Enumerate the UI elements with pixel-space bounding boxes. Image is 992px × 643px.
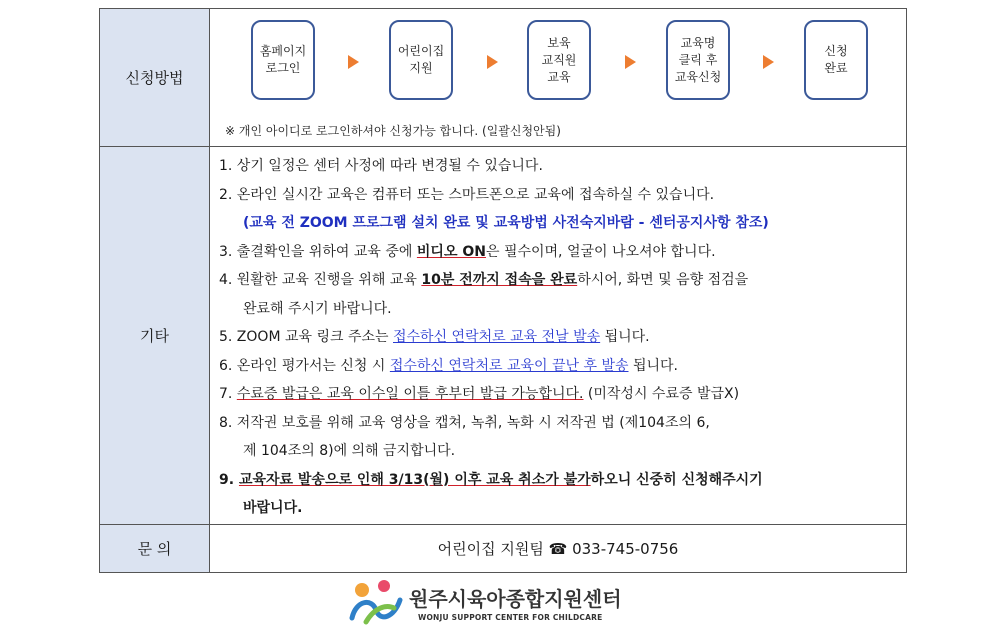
notice-list <box>211 148 905 523</box>
notice-text: 하시어, 화면 및 음향 점검을 <box>577 272 749 289</box>
etc-row <box>100 147 907 525</box>
step-box-apply: 교육명 클릭 후 교육신청 <box>666 20 730 100</box>
notice-text: (미작성시 수료증 발급X) <box>583 386 740 403</box>
arrow-right-icon <box>625 55 636 69</box>
arrow-right-icon <box>348 55 359 69</box>
notice-item-1: 1. 상기 일정은 센터 사정에 따라 변경될 수 있습니다. <box>219 158 543 175</box>
logo-subtitle: WONJU SUPPORT CENTER FOR CHILDCARE <box>418 613 603 622</box>
notice-emphasis: 10분 전까지 접속을 완료 <box>421 272 578 289</box>
step-box-login: 홈페이지 로그인 <box>251 20 315 100</box>
contact-text: 어린이집 지원팀 ☎ 033-745-0756 <box>210 525 907 573</box>
notice-text: 됩니다. <box>628 357 678 374</box>
notice-emphasis: 수료증 발급은 교육 이수일 이틀 후부터 발급 가능합니다. <box>236 386 584 403</box>
contact-label: 문 의 <box>100 525 210 573</box>
step-box-daycare: 어린이집 지원 <box>389 20 453 100</box>
notice-text: 4. 원활한 교육 진행을 위해 교육 <box>219 272 422 289</box>
step-box-complete: 신청 완료 <box>804 20 868 100</box>
notice-item-4 <box>219 266 905 295</box>
notice-item-2: 2. 온라인 실시간 교육은 컴퓨터 또는 스마트폰으로 교육에 접속하실 수 있습니다. <box>219 186 715 203</box>
center-logo <box>346 578 626 628</box>
etc-cell <box>210 147 907 525</box>
notice-emphasis: 비디오 ON <box>416 243 486 260</box>
logo-title: 원주시육아종합지원센터 <box>409 587 622 611</box>
contact-row <box>100 525 907 573</box>
logo-mark-icon <box>346 578 408 626</box>
notice-item-8-cont: 제 104조의 8)에 의해 금지합니다. <box>243 443 456 460</box>
notice-text: 5. ZOOM 교육 링크 주소는 <box>219 329 393 346</box>
etc-label: 기타 <box>100 147 210 525</box>
notice-item-7 <box>219 380 905 409</box>
notice-text: 6. 온라인 평가서는 신청 시 <box>219 357 390 374</box>
notice-item-8: 8. 저작권 보호를 위해 교육 영상을 캡쳐, 녹취, 녹화 시 저작권 법 (제104조의 6, <box>219 414 710 431</box>
login-note: ※ 개인 아이디로 로그인하셔야 신청가능 합니다. (일괄신청안됨) <box>225 124 561 138</box>
method-row <box>100 9 907 147</box>
notice-item-6 <box>219 352 905 381</box>
method-cell <box>210 9 907 147</box>
notice-item-2-detail: (교육 전 ZOOM 프로그램 설치 완료 및 교육방법 사전숙지바람 - 센터공지사항 참조) <box>243 215 769 232</box>
notice-item-5 <box>219 323 905 352</box>
notice-emphasis: 교육자료 발송으로 인해 3/13(월) 이후 교육 취소가 불가 <box>238 471 591 488</box>
arrow-right-icon <box>487 55 498 69</box>
notice-link-text: 접수하신 연락처로 교육이 끝난 후 발송 <box>389 357 629 374</box>
notice-item-3 <box>219 238 905 267</box>
notice-text: 9. <box>219 471 239 488</box>
notice-text: 3. 출결확인을 위하여 교육 중에 <box>219 243 417 260</box>
notice-text: 은 필수이며, 얼굴이 나오셔야 합니다. <box>485 243 716 260</box>
arrow-right-icon <box>763 55 774 69</box>
notice-item-4-cont: 완료해 주시기 바랍니다. <box>243 300 392 317</box>
notice-item-9-cont: 바랍니다. <box>243 500 303 517</box>
notice-text: 하오니 신중히 신청해주시기 <box>590 471 763 488</box>
notice-text: 됩니다. <box>600 329 650 346</box>
notice-link-text: 접수하신 연락처로 교육 전날 발송 <box>393 329 601 346</box>
method-label: 신청방법 <box>100 9 210 147</box>
steps-flow <box>211 10 905 145</box>
notice-item-9 <box>219 466 905 495</box>
step-box-staff-education: 보육 교직원 교육 <box>527 20 591 100</box>
notice-text: 7. <box>219 386 237 403</box>
info-table <box>99 8 907 573</box>
